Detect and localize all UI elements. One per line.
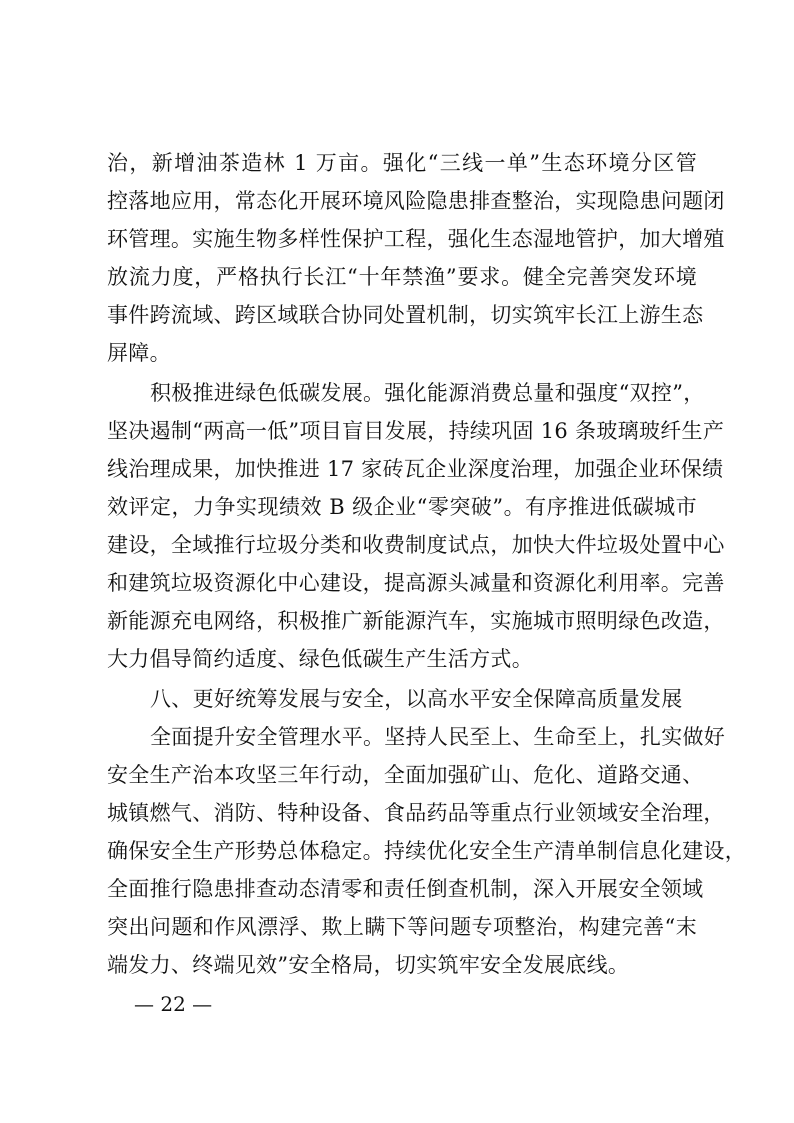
- text-line: 效评定，力争实现绩效 B 级企业“零突破”。有序推进低碳城市: [107, 495, 697, 519]
- text-line: 事件跨流域、跨区域联合协同处置机制，切实筑牢长江上游生态: [107, 303, 704, 327]
- paragraph-first-line: 全面提升安全管理水平。坚持人民至上、生命至上，扎实做好: [150, 725, 726, 749]
- text-line: 端发力、终端见效”安全格局，切实筑牢安全发展底线。: [107, 953, 630, 977]
- text-line: 全面推行隐患排查动态清零和责任倒查机制，深入开展安全领域: [107, 877, 704, 901]
- page-number: — 22 —: [134, 992, 213, 1016]
- text-line: 治，新增油茶造林 1 万亩。强化“三线一单”生态环境分区管: [107, 151, 697, 175]
- section-heading: 八、更好统筹发展与安全，以高水平安全保障高质量发展: [150, 687, 683, 711]
- text-line: 控落地应用，常态化开展环境风险隐患排查整治，实现隐患问题闭: [107, 189, 725, 213]
- text-line: 建设，全域推行垃圾分类和收费制度试点，加快大件垃圾处置中心: [107, 533, 725, 557]
- paragraph-first-line: 积极推进绿色低碳发展。强化能源消费总量和强度“双控”，: [150, 381, 705, 405]
- text-line: 坚决遏制“两高一低”项目盲目发展，持续巩固 16 条玻璃玻纤生产: [107, 419, 725, 443]
- text-line: 大力倡导简约适度、绿色低碳生产生活方式。: [107, 647, 533, 671]
- text-line: 城镇燃气、消防、特种设备、食品药品等重点行业领域安全治理，: [107, 801, 725, 825]
- text-line: 新能源充电网络，积极推广新能源汽车，实施城市照明绿色改造，: [107, 609, 725, 633]
- text-line: 线治理成果，加快推进 17 家砖瓦企业深度治理，加强企业环保绩: [107, 457, 724, 481]
- text-line: 确保安全生产形势总体稳定。持续优化安全生产清单制信息化建设，: [107, 839, 746, 863]
- text-line: 安全生产治本攻坚三年行动，全面加强矿山、危化、道路交通、: [107, 763, 704, 787]
- text-line: 和建筑垃圾资源化中心建设，提高源头减量和资源化利用率。完善: [107, 571, 725, 595]
- text-line: 放流力度，严格执行长江“十年禁渔”要求。健全完善突发环境: [107, 265, 697, 289]
- text-line: 环管理。实施生物多样性保护工程，强化生态湿地管护，加大增殖: [107, 227, 725, 251]
- text-line: 突出问题和作风漂浮、欺上瞒下等问题专项整治，构建完善“末: [107, 915, 697, 939]
- text-line: 屏障。: [107, 341, 171, 365]
